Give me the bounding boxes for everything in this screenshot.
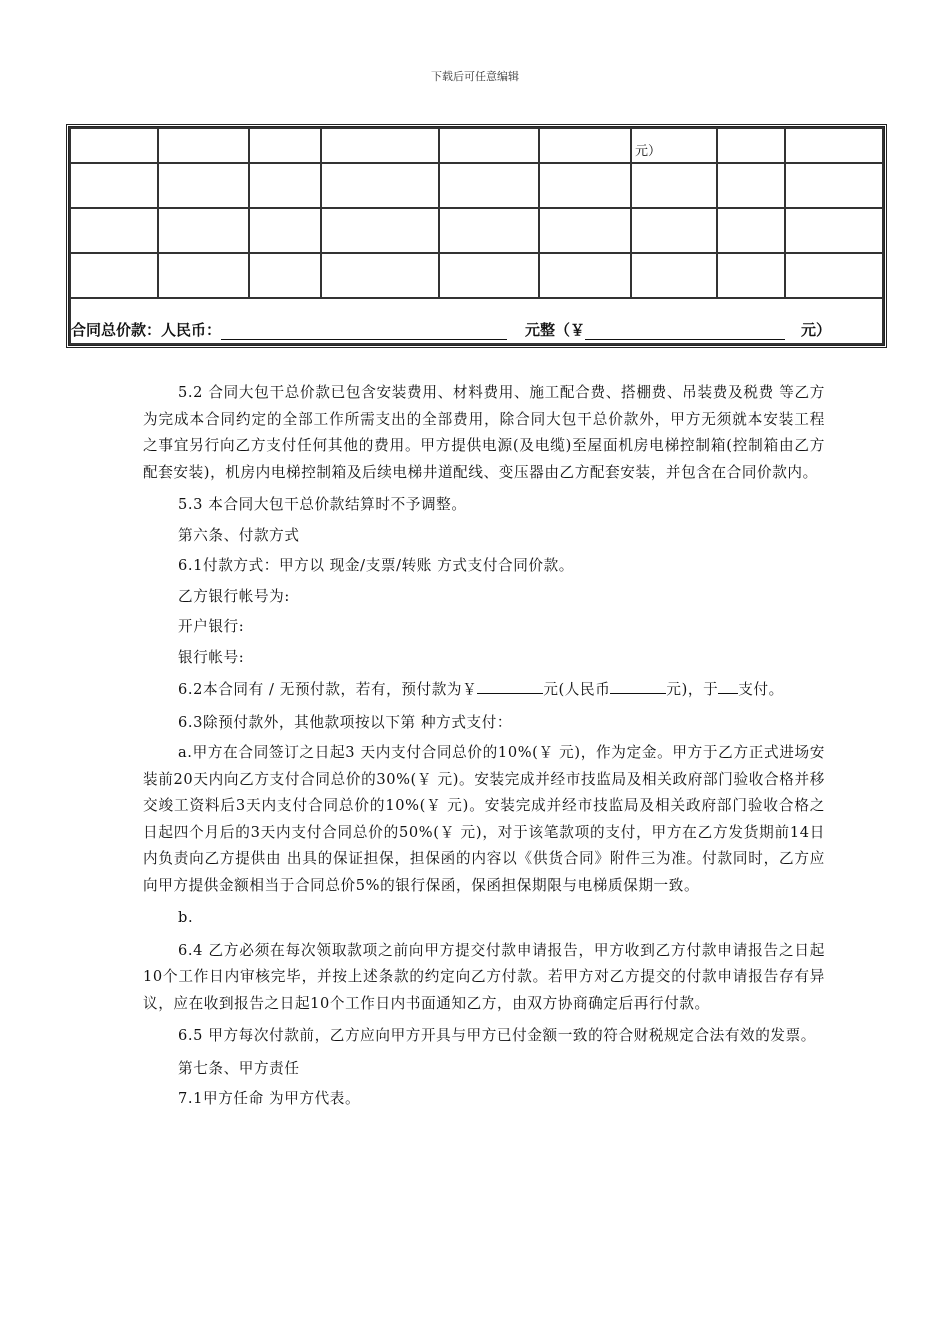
prepay-rmb-blank bbox=[610, 675, 666, 694]
prepay-yen-blank bbox=[477, 675, 543, 694]
total-end-label: 元） bbox=[801, 321, 832, 339]
clause-6-2-part-d: 支付。 bbox=[738, 681, 784, 698]
table-row bbox=[70, 208, 883, 253]
total-price-row bbox=[70, 298, 883, 344]
price-table bbox=[66, 124, 887, 348]
clause-5-2: 5.2 合同大包干总价款已包含安装费用、材料费用、施工配合费、搭棚费、吊装费及税费 等乙方为完成本合同约定的全部工作所需支出的全部费用，除合同大包干总价款外，甲方无须就本安装工程之事宜另行向乙方支付任何其他的费用。甲方提供电源(及电缆)至屋面机房电梯控制箱(控制箱由乙方配套安装)，机房内电梯控制箱及后续电梯井道配线、变压器由乙方配套安装，并包含在合同价款内。 bbox=[143, 384, 825, 481]
clause-6-2 bbox=[143, 675, 825, 704]
bank-account-title: 乙方银行帐号为: bbox=[178, 587, 290, 605]
clause-5-3: 5.3 本合同大包干总价款结算时不予调整。 bbox=[178, 496, 467, 513]
clause-6-4: 6.4 乙方必须在每次领取款项之前向甲方提交付款申请报告，甲方收到乙方付款申请报告之日起10个工作日内审核完毕，并按上述条款的约定向乙方付款。若甲方对乙方提交的付款申请报告存有异议，应在收到报告之日起10个工作日内书面通知乙方，由双方协商确定后再行付款。 bbox=[143, 941, 825, 1012]
article-6-title: 第六条、付款方式 bbox=[178, 526, 300, 544]
clause-6-3-a: a.甲方在合同签订之日起3 天内支付合同总价的10%(￥ 元)，作为定金。甲方于乙方正式进场安装前20天内向乙方支付合同总价的30%(￥ 元)。安装完成并经市技监局及相关政府部门验收合格并移交竣工资料后3天内支付合同总价的10%(￥ 元)。安装完成并经市技监局及相关政府部门验收合格之日起四个月后的3天内支付合同总价的50%(￥ 元)，对于该笔款项的支付，甲方在乙方发货期前14日内负责向乙方提供由 出具的保证担保，担保函的内容以《供货合同》附件三为准。付款同时，乙方应向甲方提供金额相当于合同总价5%的银行保函，保函担保期限与电梯质保期一致。 bbox=[143, 744, 825, 894]
table-row bbox=[70, 128, 883, 163]
total-rmb-blank bbox=[221, 323, 507, 340]
total-mid-label: 元整（￥ bbox=[525, 321, 586, 339]
clause-7-1: 7.1甲方任命 为甲方代表。 bbox=[178, 1090, 361, 1107]
prepay-date-blank bbox=[718, 675, 738, 694]
clause-6-1: 6.1付款方式：甲方以 现金/支票/转账 方式支付合同价款。 bbox=[178, 557, 574, 574]
contract-body bbox=[143, 380, 825, 1117]
clause-6-2-part-a: 6.2本合同有 / 无预付款，若有，预付款为￥ bbox=[178, 681, 478, 698]
page-header: 下载后可任意编辑 bbox=[431, 70, 519, 83]
clause-6-5: 6.5 甲方每次付款前，乙方应向甲方开具与甲方已付金额一致的符合财税规定合法有效的发票。 bbox=[178, 1027, 817, 1044]
article-7-title: 第七条、甲方责任 bbox=[178, 1059, 300, 1077]
table-cell-note: 元） bbox=[631, 128, 717, 163]
table-row bbox=[70, 163, 883, 208]
clause-6-3-b: b. bbox=[178, 909, 194, 926]
total-price-label: 合同总价款：人民币： bbox=[71, 321, 222, 339]
total-yen-blank bbox=[585, 323, 785, 340]
bank-number: 银行帐号: bbox=[178, 648, 245, 666]
clause-6-2-part-b: 元(人民币 bbox=[543, 681, 611, 698]
table-row bbox=[70, 253, 883, 298]
clause-6-3: 6.3除预付款外，其他款项按以下第 种方式支付： bbox=[178, 713, 513, 731]
bank-name: 开户银行: bbox=[178, 618, 245, 635]
clause-6-2-part-c: 元)，于 bbox=[666, 681, 719, 698]
